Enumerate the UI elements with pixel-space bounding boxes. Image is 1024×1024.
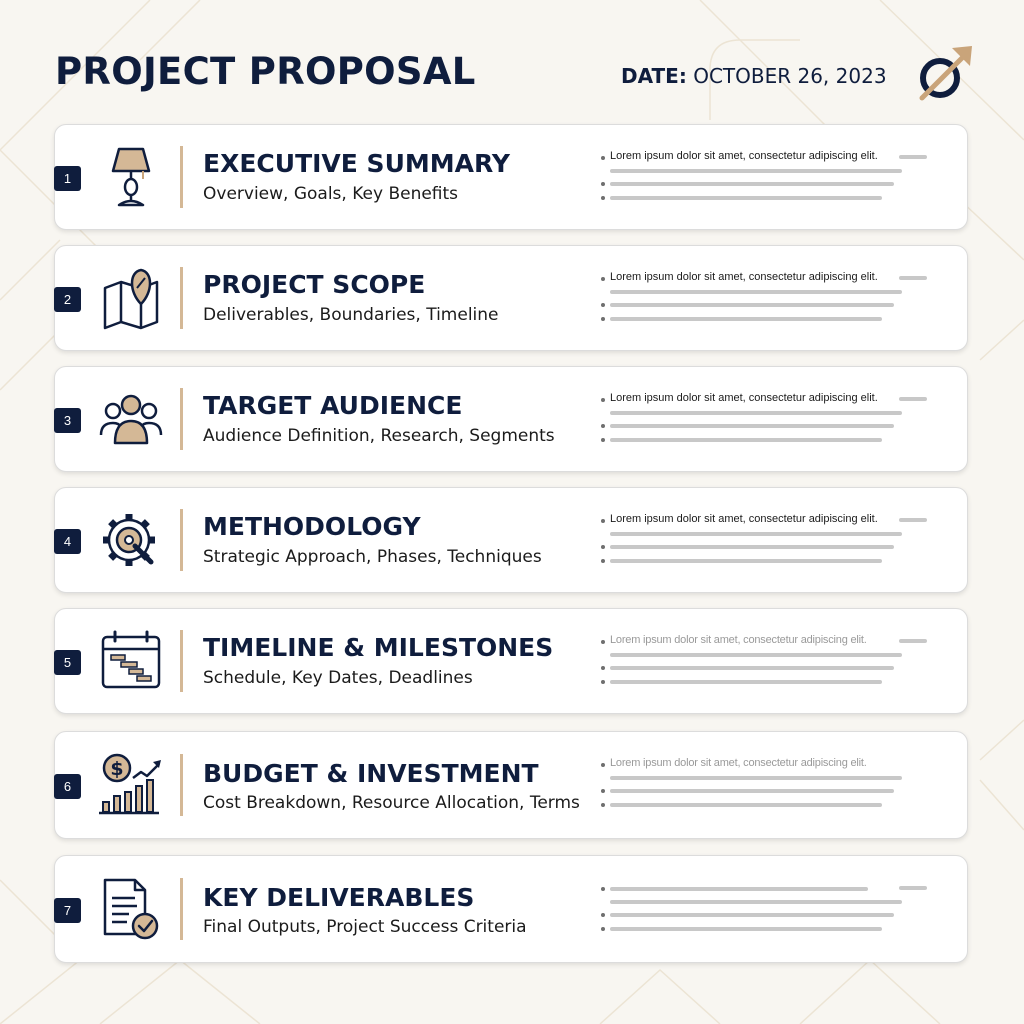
section-number: 5 <box>54 650 81 675</box>
placeholder-line <box>610 680 882 684</box>
people-group-icon <box>99 387 163 451</box>
bullet-dot <box>601 887 605 891</box>
bullet-dot <box>601 156 605 160</box>
section-number: 6 <box>54 774 81 799</box>
placeholder-line <box>610 290 902 294</box>
calendar-gantt-icon <box>99 629 163 693</box>
placeholder-line <box>899 276 927 280</box>
section-number: 7 <box>54 898 81 923</box>
bullet-list <box>601 389 931 459</box>
map-pin-icon <box>99 266 163 330</box>
bullet-dot <box>601 545 605 549</box>
placeholder-line <box>610 196 882 200</box>
bullet-dot <box>601 559 605 563</box>
document-check-icon <box>99 876 163 940</box>
svg-text:$: $ <box>110 758 124 780</box>
section-subtitle: Final Outputs, Project Success Criteria <box>203 917 527 937</box>
accent-divider <box>180 267 183 329</box>
placeholder-line <box>899 155 927 159</box>
bullet-dot <box>601 927 605 931</box>
bullet-dot <box>601 424 605 428</box>
date-value: OCTOBER 26, 2023 <box>693 64 887 88</box>
section-number: 3 <box>54 408 81 433</box>
section-title: KEY DELIVERABLES <box>203 883 475 912</box>
placeholder-line <box>899 397 927 401</box>
gear-wrench-icon <box>99 508 163 572</box>
section-card[interactable] <box>54 608 968 714</box>
bullet-dot <box>601 666 605 670</box>
section-subtitle: Strategic Approach, Phases, Techniques <box>203 547 542 567</box>
section-number: 2 <box>54 287 81 312</box>
bullet-dot <box>601 680 605 684</box>
accent-divider <box>180 630 183 692</box>
section-subtitle: Schedule, Key Dates, Deadlines <box>203 668 473 688</box>
bullet-dot <box>601 277 605 281</box>
bullet-list <box>601 147 931 217</box>
section-card[interactable] <box>54 245 968 351</box>
accent-divider <box>180 146 183 208</box>
bullet-dot <box>601 640 605 644</box>
date-display <box>621 64 887 88</box>
page-title: PROJECT PROPOSAL <box>55 50 476 93</box>
placeholder-line <box>610 559 882 563</box>
placeholder-line <box>610 317 882 321</box>
section-title: PROJECT SCOPE <box>203 270 426 299</box>
placeholder-line <box>610 803 882 807</box>
section-subtitle: Overview, Goals, Key Benefits <box>203 184 459 204</box>
placeholder-line <box>899 886 927 890</box>
placeholder-line <box>610 424 894 428</box>
accent-divider <box>180 754 183 816</box>
bullet-list <box>601 878 931 948</box>
bullet-list <box>601 631 931 701</box>
bullet-dot <box>601 913 605 917</box>
placeholder-line <box>610 789 894 793</box>
placeholder-line <box>610 545 894 549</box>
target-arrow-logo-icon <box>914 44 976 102</box>
accent-divider <box>180 878 183 940</box>
bullet-dot <box>601 803 605 807</box>
placeholder-line <box>610 666 894 670</box>
bullet-text: Lorem ipsum dolor sit amet, consectetur adipiscing elit. <box>610 150 878 162</box>
date-label: DATE: <box>621 64 687 88</box>
bullet-text: Lorem ipsum dolor sit amet, consectetur adipiscing elit. <box>610 513 878 525</box>
accent-divider <box>180 509 183 571</box>
placeholder-line <box>610 411 902 415</box>
section-title: METHODOLOGY <box>203 512 421 541</box>
placeholder-line <box>610 653 902 657</box>
placeholder-line <box>610 182 894 186</box>
section-title: EXECUTIVE SUMMARY <box>203 149 510 178</box>
bullet-list <box>601 754 931 824</box>
bullet-dot <box>601 398 605 402</box>
placeholder-line <box>610 887 868 891</box>
section-card[interactable] <box>54 731 968 839</box>
placeholder-line <box>610 913 894 917</box>
bullet-dot <box>601 196 605 200</box>
bullet-dot <box>601 763 605 767</box>
lamp-icon <box>99 145 163 209</box>
bullet-dot <box>601 317 605 321</box>
dollar-growth-chart-icon <box>99 752 163 816</box>
bullet-text: Lorem ipsum dolor sit amet, consectetur adipiscing elit. <box>610 757 867 769</box>
placeholder-line <box>899 518 927 522</box>
placeholder-line <box>899 639 927 643</box>
bullet-dot <box>601 789 605 793</box>
placeholder-line <box>610 438 882 442</box>
placeholder-line <box>610 169 902 173</box>
bullet-dot <box>601 519 605 523</box>
bullet-dot <box>601 438 605 442</box>
section-card[interactable] <box>54 855 968 963</box>
bullet-text: Lorem ipsum dolor sit amet, consectetur adipiscing elit. <box>610 392 878 404</box>
section-card[interactable] <box>54 124 968 230</box>
accent-divider <box>180 388 183 450</box>
bullet-text: Lorem ipsum dolor sit amet, consectetur adipiscing elit. <box>610 271 878 283</box>
placeholder-line <box>610 900 902 904</box>
section-subtitle: Audience Definition, Research, Segments <box>203 426 555 446</box>
section-card[interactable] <box>54 487 968 593</box>
bullet-dot <box>601 303 605 307</box>
section-number: 4 <box>54 529 81 554</box>
bullet-list <box>601 268 931 338</box>
bullet-list <box>601 510 931 580</box>
placeholder-line <box>610 532 902 536</box>
section-subtitle: Cost Breakdown, Resource Allocation, Terms <box>203 793 580 813</box>
section-title: BUDGET & INVESTMENT <box>203 759 539 788</box>
placeholder-line <box>610 303 894 307</box>
placeholder-line <box>610 776 902 780</box>
section-subtitle: Deliverables, Boundaries, Timeline <box>203 305 499 325</box>
section-number: 1 <box>54 166 81 191</box>
placeholder-line <box>610 927 882 931</box>
bullet-dot <box>601 182 605 186</box>
section-title: TARGET AUDIENCE <box>203 391 463 420</box>
section-card[interactable] <box>54 366 968 472</box>
section-title: TIMELINE & MILESTONES <box>203 633 554 662</box>
bullet-text: Lorem ipsum dolor sit amet, consectetur adipiscing elit. <box>610 634 867 646</box>
